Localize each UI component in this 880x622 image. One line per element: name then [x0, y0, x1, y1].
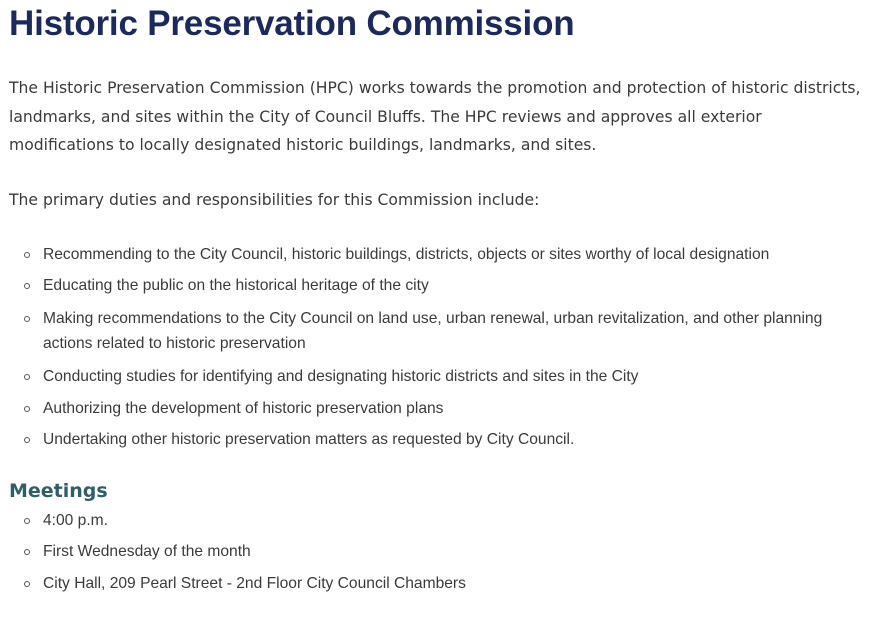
- bullet-icon: [24, 374, 30, 380]
- bullet-icon: [24, 549, 30, 555]
- bullet-icon: [24, 316, 30, 322]
- list-item-text: Authorizing the development of historic preservation plans: [43, 400, 444, 417]
- bullet-icon: [24, 406, 30, 412]
- bullet-icon: [24, 252, 30, 258]
- bullet-icon: [24, 581, 30, 587]
- list-item-text: Recommending to the City Council, historic buildings, districts, objects or sites worthy of local designation: [43, 246, 770, 263]
- list-item-text: Conducting studies for identifying and designating historic districts and sites in the City: [43, 368, 639, 385]
- list-item-text: Undertaking other historic preservation matters as requested by City Council.: [43, 431, 575, 448]
- duties-intro: The primary duties and responsibilities for this Commission include:: [9, 191, 540, 209]
- list-item-text: Educating the public on the historical heritage of the city: [43, 277, 429, 294]
- bullet-icon: [24, 518, 30, 524]
- list-item-text: Making recommendations to the City Council on land use, urban renewal, urban revitalization, and other planning actions related to historic preservation: [43, 310, 823, 352]
- bullet-icon: [24, 437, 30, 443]
- page-title: Historic Preservation Commission: [9, 4, 575, 43]
- meetings-heading: Meetings: [9, 480, 108, 502]
- list-item-text: 4:00 p.m.: [43, 512, 109, 529]
- list-item-text: City Hall, 209 Pearl Street - 2nd Floor City Council Chambers: [43, 575, 466, 592]
- list-item-text: First Wednesday of the month: [43, 543, 251, 560]
- intro-paragraph: The Historic Preservation Commission (HPC) works towards the promotion and protection of historic districts, landmarks, and sites within the City of Council Bluffs. The HPC reviews and approves all exterior modifications to locally designated historic buildings, landmarks, and sites.: [9, 79, 861, 154]
- bullet-icon: [24, 283, 30, 289]
